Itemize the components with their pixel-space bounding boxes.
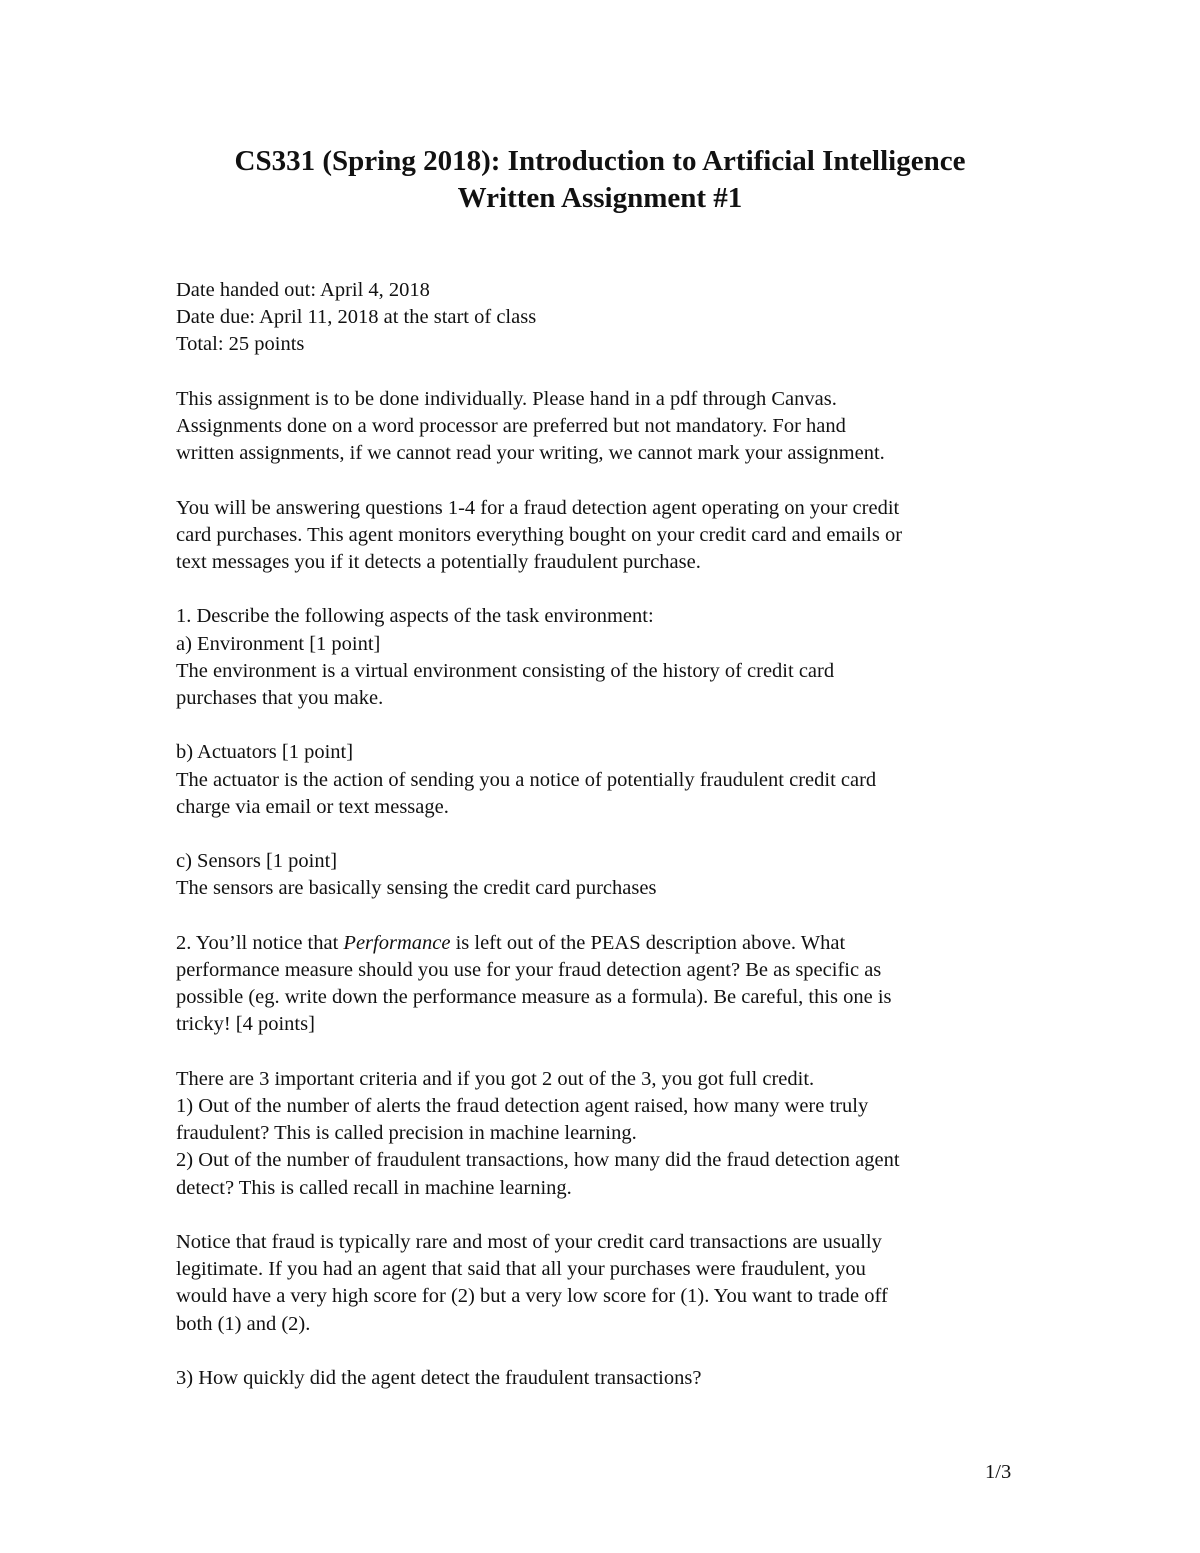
instructions-line: written assignments, if we cannot read your writing, we cannot mark your assignment.: [176, 442, 885, 465]
criteria-line: There are 3 important criteria and if you got 2 out of the 3, you got full credit.: [176, 1067, 815, 1090]
criterion-3: 3) How quickly did the agent detect the fraudulent transactions?: [176, 1366, 702, 1389]
sensors-label: c) Sensors [1 point]: [176, 850, 338, 873]
instructions-line: This assignment is to be done individually. Please hand in a pdf through Canvas.: [176, 387, 837, 410]
actuators-answer: charge via email or text message.: [176, 795, 449, 818]
context-line: text messages you if it detects a potentially fraudulent purchase.: [176, 551, 701, 573]
total-points: Total: 25 points: [176, 333, 305, 356]
criterion-3-paragraph: [176, 1365, 1056, 1392]
notice-line: legitimate. If you had an agent that said that all your purchases were fraudulent, you: [176, 1258, 866, 1281]
environment-answer: The environment is a virtual environment consisting of the history of credit card: [176, 659, 835, 682]
question-1-sensors: [176, 848, 1056, 902]
question-2-line: performance measure should you use for your fraud detection agent? Be as specific as: [176, 958, 882, 981]
date-due: Date due: April 11, 2018 at the start of class: [176, 306, 537, 329]
notice-paragraph: [176, 1229, 1056, 1338]
actuators-answer: The actuator is the action of sending you a notice of potentially fraudulent credit card: [176, 768, 877, 791]
instructions-paragraph: [176, 386, 1056, 468]
notice-line: Notice that fraud is typically rare and most of your credit card transactions are usually: [176, 1230, 882, 1253]
actuators-label: b) Actuators [1 point]: [176, 741, 354, 764]
document-subtitle: Written Assignment #1: [457, 182, 743, 214]
document-title: CS331 (Spring 2018): Introduction to Artificial Intelligence: [234, 145, 966, 177]
context-paragraph: [176, 495, 1056, 577]
instructions-line: Assignments done on a word processor are preferred but not mandatory. For hand: [176, 415, 846, 437]
date-handed-out: Date handed out: April 4, 2018: [176, 279, 430, 301]
criteria-line: 2) Out of the number of fraudulent transactions, how many did the fraud detection agent: [176, 1149, 900, 1172]
performance-term: Performance: [343, 931, 451, 954]
question-1-environment: [176, 603, 1056, 712]
context-line: You will be answering questions 1-4 for a fraud detection agent operating on your credit: [176, 496, 900, 519]
criteria-paragraph: [176, 1066, 1056, 1202]
criteria-line: detect? This is called recall in machine learning.: [176, 1176, 572, 1199]
notice-line: would have a very high score for (2) but a very low score for (1). You want to trade off: [176, 1285, 888, 1308]
context-line: card purchases. This agent monitors everything bought on your credit card and emails or: [176, 523, 903, 546]
sensors-answer: The sensors are basically sensing the credit card purchases: [176, 877, 657, 900]
criteria-line: fraudulent? This is called precision in machine learning.: [176, 1122, 637, 1145]
question-2-line: tricky! [4 points]: [176, 1013, 315, 1036]
document-body: [176, 277, 1056, 1419]
notice-line: both (1) and (2).: [176, 1312, 311, 1335]
question-1-prompt: 1. Describe the following aspects of the task environment:: [176, 605, 654, 628]
environment-answer: purchases that you make.: [176, 687, 384, 709]
question-2-text: is left out of the PEAS description above. What: [450, 931, 846, 954]
criteria-line: 1) Out of the number of alerts the fraud detection agent raised, how many were truly: [176, 1094, 869, 1117]
question-2: [176, 930, 1056, 1039]
question-2-line: [176, 930, 1056, 957]
page-number: 1/3: [985, 1461, 1012, 1483]
assignment-info: [176, 277, 1056, 359]
question-2-line: possible (eg. write down the performance measure as a formula). Be careful, this one is: [176, 986, 892, 1009]
question-2-text: 2. You’ll notice that: [176, 931, 344, 954]
question-1-actuators: [176, 739, 1056, 821]
environment-label: a) Environment [1 point]: [176, 632, 381, 655]
